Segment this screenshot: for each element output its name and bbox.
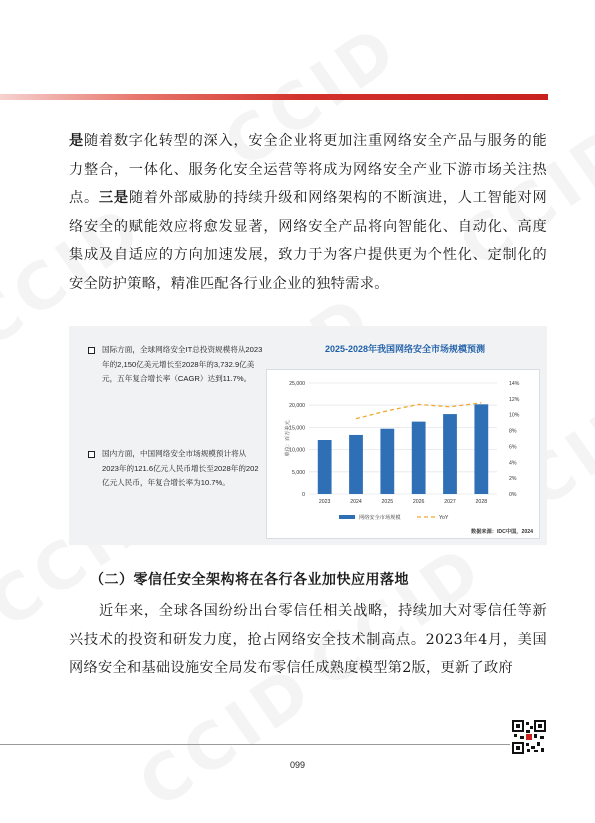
bar-2027	[443, 414, 457, 494]
section-heading: （二）零信任安全架构将在各行各业加快应用落地	[90, 572, 409, 588]
bullet-square-icon	[88, 451, 95, 458]
bar-2025	[380, 429, 394, 494]
paragraph-text: 随着外部威胁的持续升级和网络架构的不断演进，人工智能对网络安全的赋能效应将愈发显著，网络安全产品将向智能化、自动化、高度集成及自适应的方向加速发展，致力于为客户提供更为个性化、定制化的安全防护策略，精准匹配各行业企业的独特需求。	[69, 190, 547, 292]
y2-tick-label: 0%	[509, 492, 517, 498]
legend-label-yoy: YoY	[439, 515, 449, 521]
y2-tick-label: 14%	[509, 381, 520, 387]
y-axis-label: 单位：百万美元	[285, 420, 291, 457]
paragraph-text: 随着数字化转型的深入，安全企业将更加注重网络安全产品与服务的能力整合，一体化、服务化安全运营等将成为网络安全产业下游市场关注热点。	[69, 133, 547, 207]
y2-tick-label: 4%	[509, 460, 517, 467]
y2-tick-label: 10%	[509, 412, 520, 419]
y-tick-label: 15,000	[289, 425, 305, 432]
paragraph-emphasis: 三是	[98, 190, 129, 207]
qr-code-icon	[512, 720, 546, 754]
x-tick-label: 2024	[350, 499, 362, 505]
y-tick-label: 0	[302, 492, 305, 498]
chart-title: 2025-2028年我国网络安全市场规模预测	[324, 344, 486, 354]
bar-2026	[412, 422, 426, 494]
legend-swatch-bar	[339, 515, 355, 519]
y-tick-label: 5,000	[292, 469, 305, 476]
y-tick-label: 10,000	[289, 447, 305, 454]
body-paragraph	[69, 127, 547, 299]
bullet-international: 国际方面，全球网络安全IT总投资规模将从2023年的2,150亿美元增长至2028年的3,732.9亿美元，五年复合增长率（CAGR）达到11.7%。	[88, 343, 263, 387]
section-paragraph-container	[69, 597, 547, 683]
y2-tick-label: 6%	[509, 444, 517, 451]
chart-svg	[267, 370, 539, 538]
legend-label-bar: 网络安全市场规模	[359, 515, 401, 521]
bullet-domestic: 国内方面，中国网络安全市场规模预计将从2023年的121.6亿元人民币增长至2028年的202亿元人民币，年复合增长率为10.7%。	[88, 447, 263, 491]
x-tick-label: 2023	[318, 499, 331, 505]
x-tick-label: 2028	[475, 499, 488, 505]
y-tick-label: 20,000	[289, 403, 305, 410]
y2-tick-label: 2%	[509, 476, 517, 483]
bar-2023	[318, 440, 332, 494]
footer-divider	[0, 744, 510, 745]
y-tick-label: 25,000	[289, 381, 305, 387]
section-paragraph: 近年来，全球各国纷纷出台零信任相关战略，持续加大对零信任等新兴技术的投资和研发力度，抢占网络安全技术制高点。2023年4月，美国网络安全和基础设施安全局发布零信任成熟度模型第2版，更新了政府	[69, 603, 547, 677]
chart-source: 数据来源：IDC中国，2024	[471, 529, 533, 535]
bullet-square-icon	[88, 347, 95, 354]
y2-tick-label: 12%	[509, 396, 520, 403]
x-tick-label: 2026	[412, 499, 425, 505]
chart-box	[266, 369, 540, 539]
header-accent-bar	[0, 94, 548, 100]
paragraph-emphasis: 是	[69, 133, 84, 149]
y2-tick-label: 8%	[509, 428, 517, 435]
x-tick-label: 2025	[381, 499, 394, 505]
bar-2028	[474, 404, 488, 494]
bar-2024	[349, 435, 363, 494]
x-tick-label: 2027	[444, 499, 456, 505]
page-number: 099	[289, 760, 306, 770]
